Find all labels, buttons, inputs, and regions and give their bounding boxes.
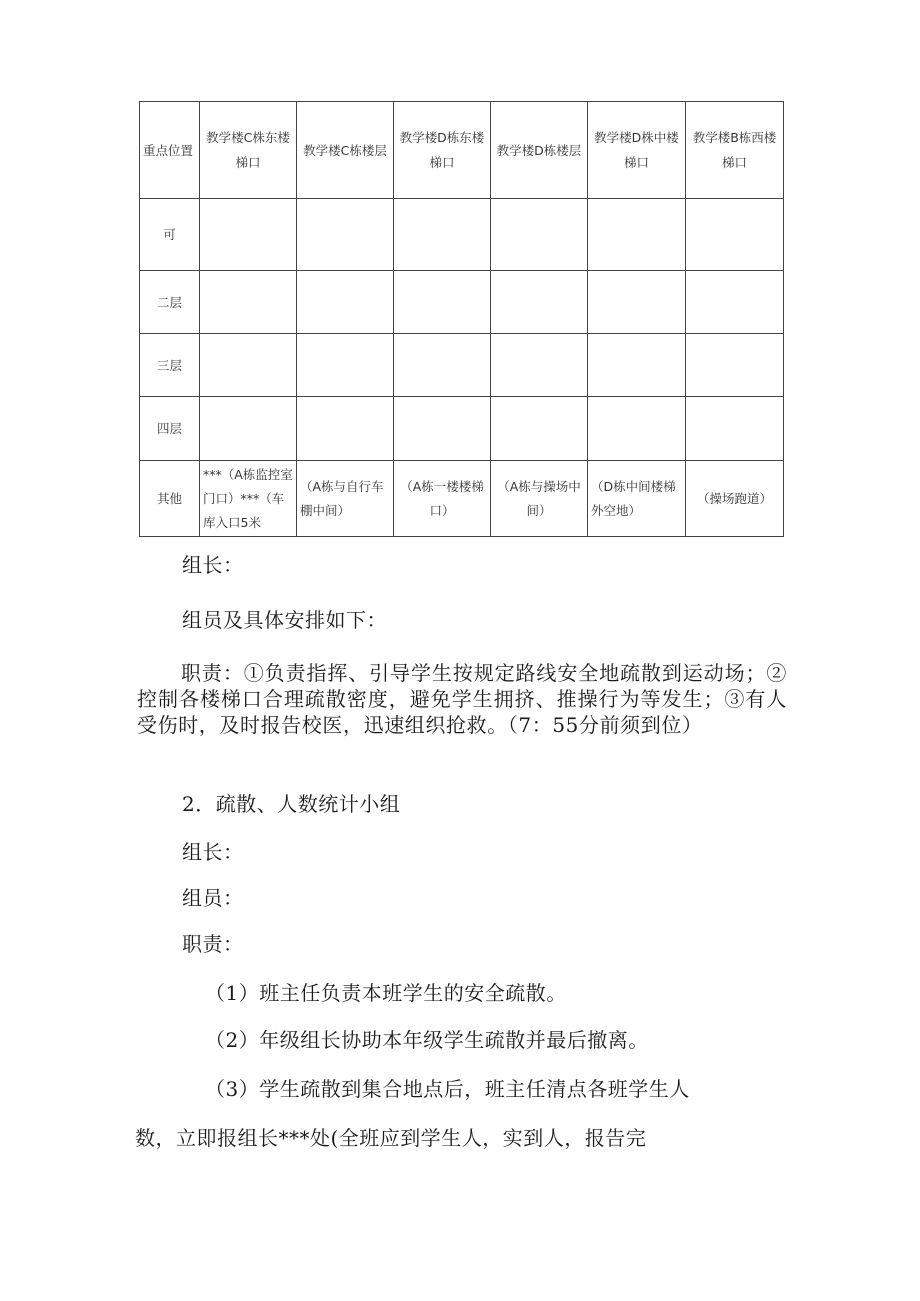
row-label: 三层 bbox=[140, 334, 200, 397]
leader-label-1: 组长： bbox=[182, 553, 244, 577]
header-cell: 教学楼D栋东楼梯口 bbox=[394, 102, 491, 199]
table-cell: （A栋与操场中间） bbox=[491, 461, 588, 537]
table-cell bbox=[588, 397, 686, 461]
table-row bbox=[140, 271, 784, 334]
table-cell: （A栋一楼楼梯口） bbox=[394, 461, 491, 537]
duty-item-3: （3）学生疏散到集合地点后，班主任清点各班学生人 bbox=[205, 1077, 690, 1101]
table-cell bbox=[686, 271, 784, 334]
table-cell bbox=[297, 397, 394, 461]
table-cell bbox=[588, 334, 686, 397]
table-cell bbox=[491, 271, 588, 334]
table-cell bbox=[686, 334, 784, 397]
header-cell: 教学楼D株中楼梯口 bbox=[588, 102, 686, 199]
table-cell bbox=[297, 334, 394, 397]
table-cell bbox=[394, 334, 491, 397]
members-arrangement: 组员及具体安排如下： bbox=[182, 608, 387, 632]
table-cell bbox=[686, 199, 784, 271]
duty-paragraph-1: 职责：①负责指挥、引导学生按规定路线安全地疏散到运动场；②控制各楼梯口合理疏散密度，避免学生拥挤、推操行为等发生；③有人受伤时，及时报告校医，迅速组织抢救。（7：55分前须到位） bbox=[137, 661, 787, 737]
table-cell bbox=[394, 271, 491, 334]
duty-label-2: 职责： bbox=[182, 932, 244, 956]
table-row bbox=[140, 199, 784, 271]
leader-label-2: 组长： bbox=[182, 840, 244, 864]
table-cell bbox=[297, 199, 394, 271]
row-label: 四层 bbox=[140, 397, 200, 461]
section-2-title: 2．疏散、人数统计小组 bbox=[182, 792, 401, 816]
table-cell bbox=[686, 397, 784, 461]
evacuation-position-table bbox=[139, 101, 784, 537]
table-cell: ***（A栋监控室门口）***（车库入口5米 bbox=[200, 461, 297, 537]
table-cell bbox=[200, 397, 297, 461]
duty-item-1: （1）班主任负责本班学生的安全疏散。 bbox=[205, 981, 567, 1005]
table-cell bbox=[394, 199, 491, 271]
table-cell bbox=[200, 334, 297, 397]
table-cell bbox=[491, 199, 588, 271]
table-cell bbox=[491, 397, 588, 461]
header-cell: 教学楼C栋楼层 bbox=[297, 102, 394, 199]
header-cell: 教学楼D栋楼层 bbox=[491, 102, 588, 199]
table-cell bbox=[297, 271, 394, 334]
table-row bbox=[140, 334, 784, 397]
header-cell: 教学楼C株东楼梯口 bbox=[200, 102, 297, 199]
duty-item-3-continued: 数，立即报组长***处(全班应到学生人，实到人，报告完 bbox=[135, 1126, 647, 1150]
table-row bbox=[140, 461, 784, 537]
table-cell bbox=[491, 334, 588, 397]
table-cell: （操场跑道） bbox=[686, 461, 784, 537]
table-cell bbox=[588, 271, 686, 334]
table-cell bbox=[200, 271, 297, 334]
table-header-row bbox=[140, 102, 784, 199]
table-cell bbox=[394, 397, 491, 461]
table-cell bbox=[588, 199, 686, 271]
table-cell: （D栋中间楼梯外空地） bbox=[588, 461, 686, 537]
table-cell bbox=[200, 199, 297, 271]
row-label: 可 bbox=[140, 199, 200, 271]
table-cell: （A栋与自行车棚中间） bbox=[297, 461, 394, 537]
header-cell: 教学楼B栋西楼梯口 bbox=[686, 102, 784, 199]
duty-item-2: （2）年级组长协助本年级学生疏散并最后撤离。 bbox=[205, 1028, 649, 1052]
row-label: 二层 bbox=[140, 271, 200, 334]
row-label: 其他 bbox=[140, 461, 200, 537]
members-label-2: 组员： bbox=[182, 886, 244, 910]
table-row bbox=[140, 397, 784, 461]
header-cell: 重点位置 bbox=[140, 102, 200, 199]
